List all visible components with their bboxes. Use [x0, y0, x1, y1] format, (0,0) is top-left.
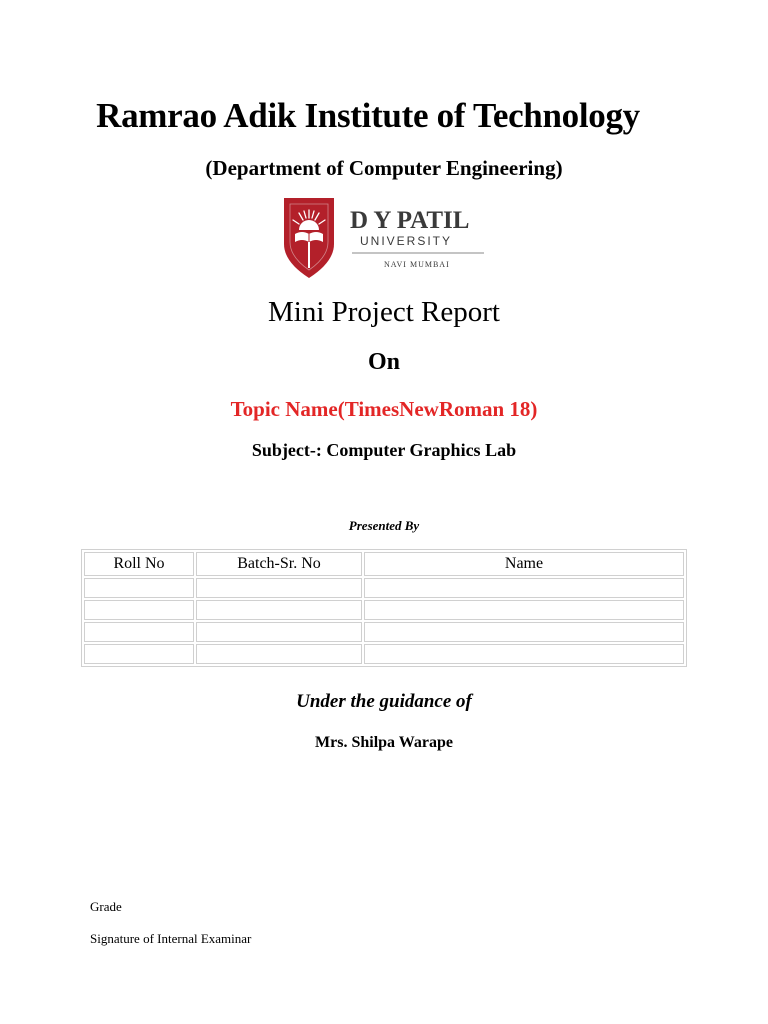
table-cell — [364, 644, 684, 664]
table-cell — [196, 578, 362, 598]
university-shield-icon — [284, 198, 334, 278]
table-cell — [196, 644, 362, 664]
institute-title: Ramrao Adik Institute of Technology — [96, 96, 640, 135]
table-row — [84, 578, 684, 598]
table-cell — [364, 578, 684, 598]
header-batch-sr-no: Batch-Sr. No — [196, 552, 362, 576]
grade-label: Grade — [90, 899, 122, 914]
university-logo — [280, 196, 490, 280]
table-cell — [84, 644, 194, 664]
logo-line2: UNIVERSITY — [360, 234, 453, 248]
table-row — [84, 644, 684, 664]
guide-name: Mrs. Shilpa Warape — [315, 734, 453, 751]
subject-line: Subject-: Computer Graphics Lab — [251, 440, 517, 460]
table-cell — [84, 622, 194, 642]
header-roll-no: Roll No — [84, 552, 194, 576]
signature-label: Signature of Internal Examinar — [90, 931, 252, 946]
topic-name: Topic Name(TimesNewRoman 18) — [230, 397, 538, 421]
table-cell — [84, 578, 194, 598]
table-cell — [84, 600, 194, 620]
table-cell — [364, 622, 684, 642]
table-cell — [196, 622, 362, 642]
report-on: On — [367, 349, 400, 375]
guidance-label: Under the guidance of — [296, 691, 472, 712]
table-row — [84, 622, 684, 642]
student-roster-table — [81, 549, 687, 667]
table-header-row — [84, 552, 684, 576]
logo-line1: D Y PATIL — [350, 207, 470, 234]
header-name: Name — [364, 552, 684, 576]
table-cell — [196, 600, 362, 620]
table-cell — [364, 600, 684, 620]
report-title: Mini Project Report — [268, 296, 500, 328]
table-row — [84, 600, 684, 620]
department-subtitle: (Department of Computer Engineering) — [205, 156, 563, 180]
logo-line3: NAVI MUMBAI — [384, 260, 450, 269]
presented-by-label: Presented By — [348, 518, 420, 533]
